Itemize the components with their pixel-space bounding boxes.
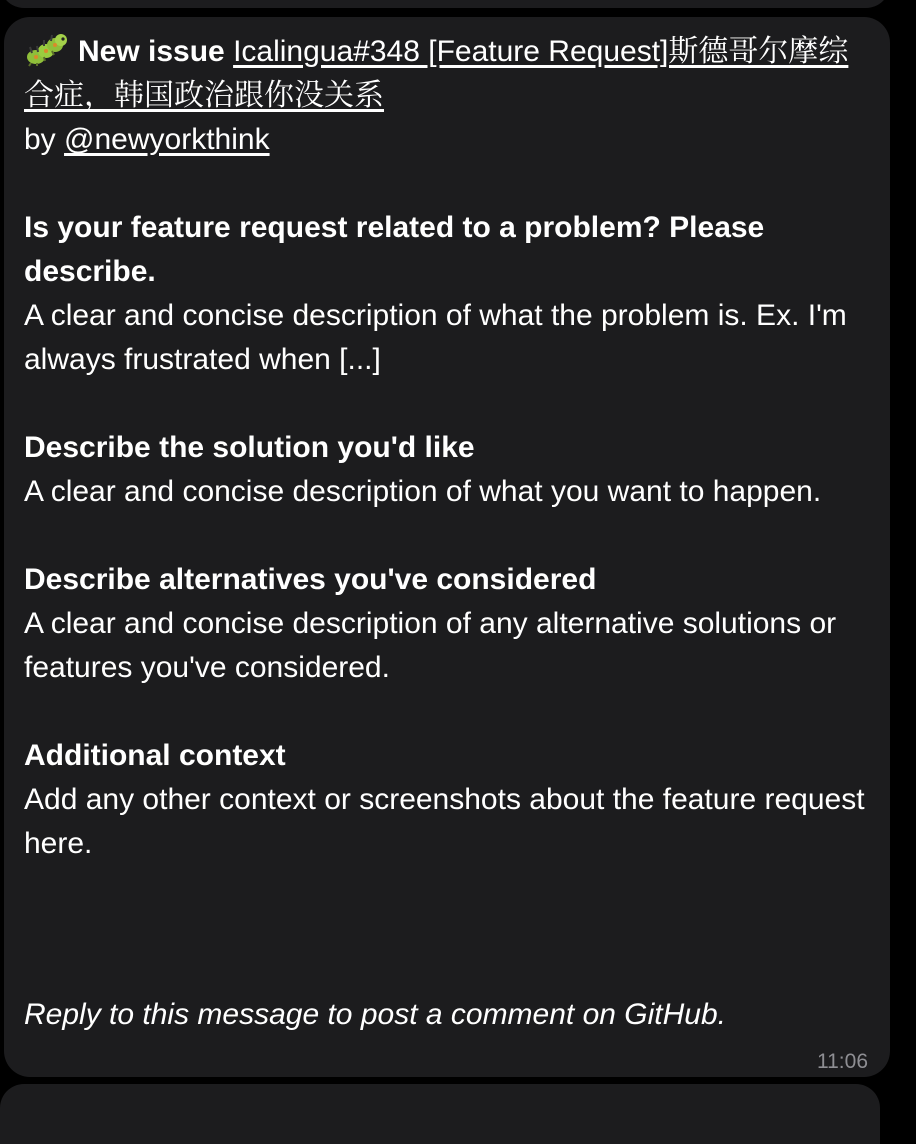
author-link[interactable]: @newyorkthink — [64, 123, 270, 156]
section-solution — [24, 426, 870, 514]
section-heading: Additional context — [24, 739, 286, 772]
author-line — [24, 118, 870, 162]
message-bubble[interactable] — [4, 17, 890, 1077]
bug-icon — [24, 33, 68, 67]
section-heading: Is your feature request related to a problem? Please describe. — [24, 211, 765, 288]
section-problem — [24, 206, 870, 382]
section-heading: Describe the solution you'd like — [24, 431, 475, 464]
message-timestamp: 11:06 — [817, 1050, 868, 1073]
section-body: A clear and concise description of any alternative solutions or features you've considered. — [24, 607, 837, 684]
next-message-bubble — [0, 1084, 880, 1144]
issue-link[interactable]: Icalingua#348 [Feature Request]斯德哥尔摩综合症，韩国政治跟你没关系 — [24, 35, 849, 112]
message-header — [24, 30, 870, 118]
reply-note: Reply to this message to post a comment on GitHub. — [24, 998, 726, 1031]
section-heading: Describe alternatives you've considered — [24, 563, 597, 596]
previous-message-bubble — [0, 0, 890, 8]
section-alternatives — [24, 558, 870, 690]
section-context — [24, 734, 870, 866]
new-issue-label: New issue — [78, 35, 225, 68]
section-body: Add any other context or screenshots about the feature request here. — [24, 783, 865, 860]
section-body: A clear and concise description of what you want to happen. — [24, 475, 822, 508]
section-body: A clear and concise description of what the problem is. Ex. I'm always frustrated when [...] — [24, 299, 847, 376]
by-label: by — [24, 123, 56, 156]
